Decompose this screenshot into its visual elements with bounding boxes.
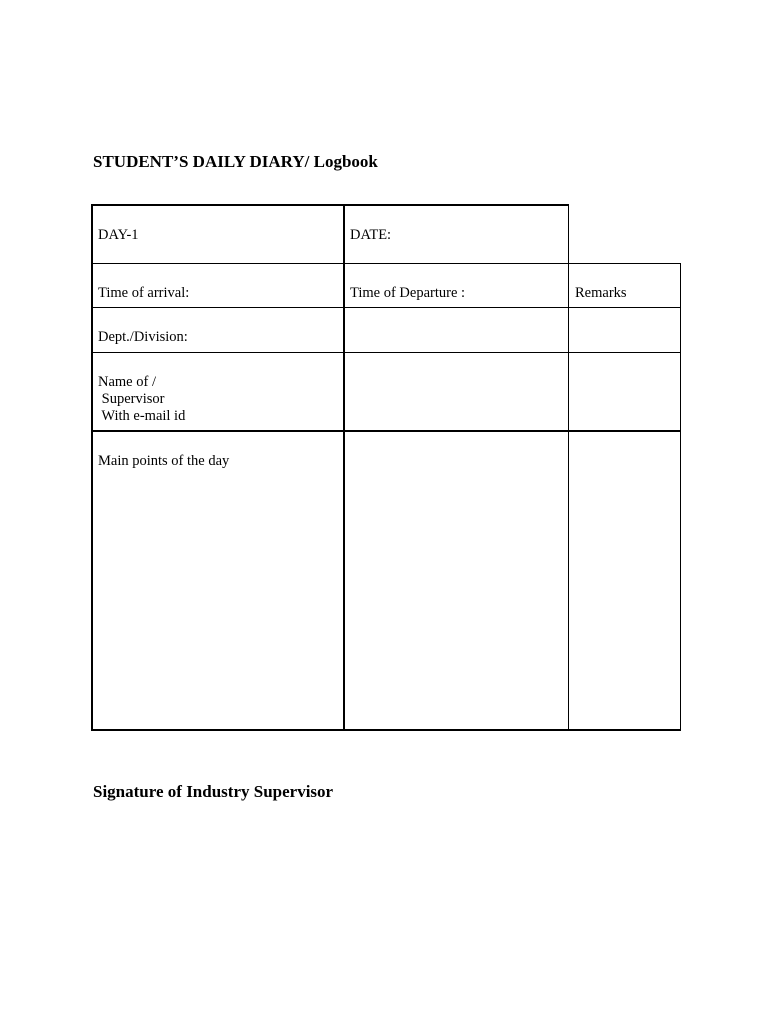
table-rule-row1	[91, 263, 681, 264]
date-label: DATE:	[350, 227, 392, 243]
signature-label: Signature of Industry Supervisor	[93, 782, 334, 801]
main-points-label: Main points of the day	[98, 453, 230, 469]
table-rule-row4	[91, 430, 681, 432]
table-rule-col1	[343, 204, 345, 731]
supervisor-label: Name of / Supervisor With e-mail id	[98, 374, 186, 424]
table-rule-col2	[568, 204, 569, 731]
day-label: DAY-1	[98, 227, 139, 243]
table-border-bottom	[91, 729, 681, 731]
time-of-arrival-label: Time of arrival:	[98, 285, 190, 301]
remarks-label: Remarks	[575, 285, 627, 301]
table-border-right	[680, 263, 681, 731]
table-rule-row3	[91, 352, 681, 353]
document-title: STUDENT’S DAILY DIARY/ Logbook	[93, 152, 378, 171]
table-border-top	[91, 204, 569, 206]
dept-division-label: Dept./Division:	[98, 329, 188, 345]
table-border-left	[91, 204, 93, 731]
table-rule-row2	[91, 307, 681, 308]
time-of-departure-label: Time of Departure :	[350, 285, 466, 301]
